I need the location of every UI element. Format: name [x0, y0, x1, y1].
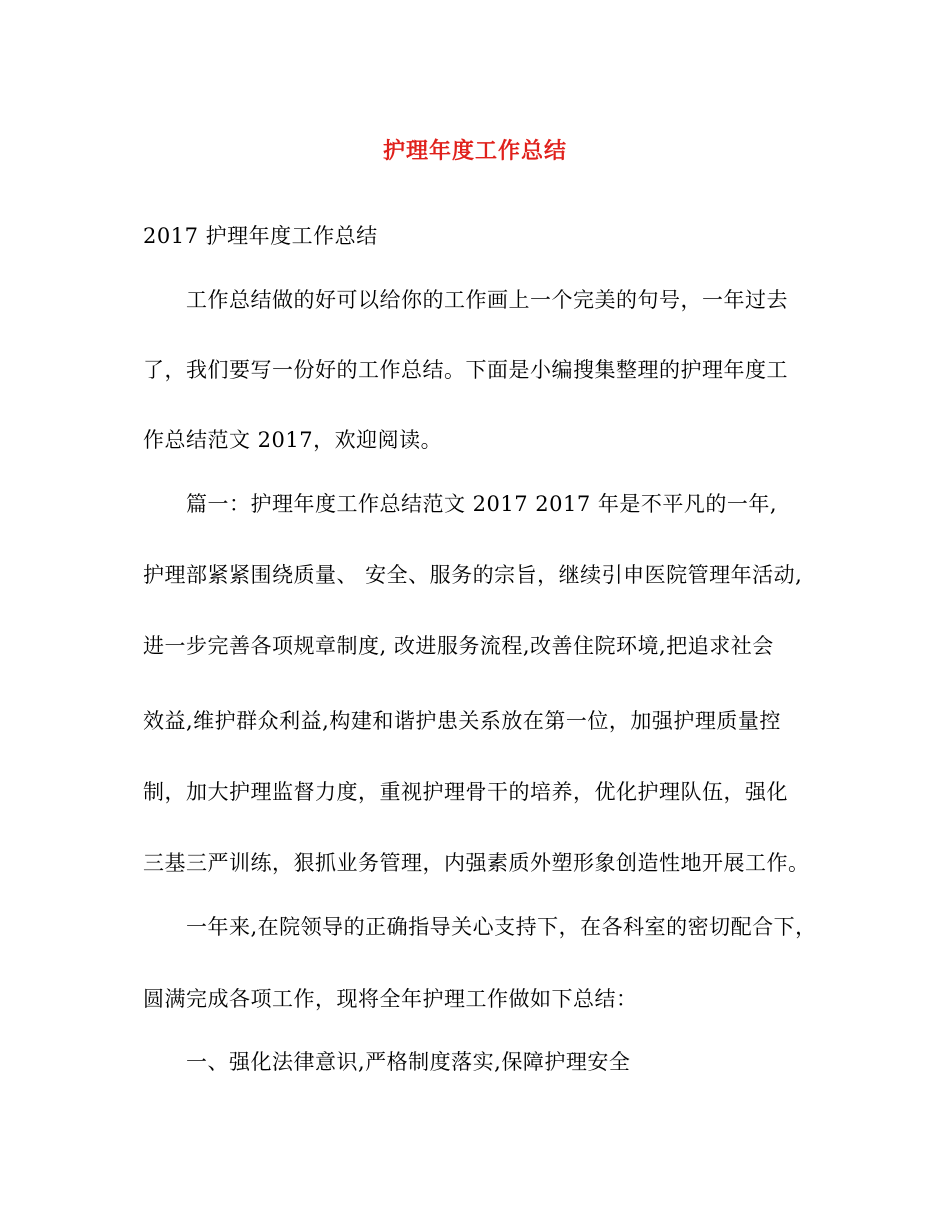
- paragraph-line: 了，我们要写一份好的工作总结。下面是小编搜集整理的护理年度工: [143, 358, 788, 382]
- paragraph-line: 圆满完成各项工作，现将全年护理工作做如下总结：: [143, 987, 638, 1011]
- paragraph-line: 效益,维护群众利益,构建和谐护患关系放在第一位，加强护理质量控: [143, 709, 781, 733]
- paragraph-line: 三基三严训练，狠抓业务管理，内强素质外塑形象创造性地开展工作。: [143, 851, 810, 875]
- paragraph-line: 进一步完善各项规章制度, 改进服务流程,改善住院环境,把追求社会: [143, 634, 774, 658]
- paragraph-line: 一年来,在院领导的正确指导关心支持下，在各科室的密切配合下，: [186, 915, 817, 939]
- paragraph-line: 制，加大护理监督力度，重视护理骨干的培养，优化护理队伍，强化: [143, 780, 788, 804]
- paragraph-line: 篇一：护理年度工作总结范文 2017 2017 年是不平凡的一年,: [186, 492, 778, 516]
- section-heading: 一、强化法律意识,严格制度落实,保障护理安全: [186, 1050, 631, 1074]
- paragraph-line: 护理部紧紧围绕质量、 安全、服务的宗旨，继续引申医院管理年活动,: [143, 563, 803, 587]
- paragraph-line: 作总结范文 2017，欢迎阅读。: [143, 428, 443, 452]
- document-title: 护理年度工作总结: [382, 138, 567, 164]
- subtitle-line: 2017 护理年度工作总结: [143, 224, 378, 248]
- paragraph-line: 工作总结做的好可以给你的工作画上一个完美的句号，一年过去: [186, 288, 788, 312]
